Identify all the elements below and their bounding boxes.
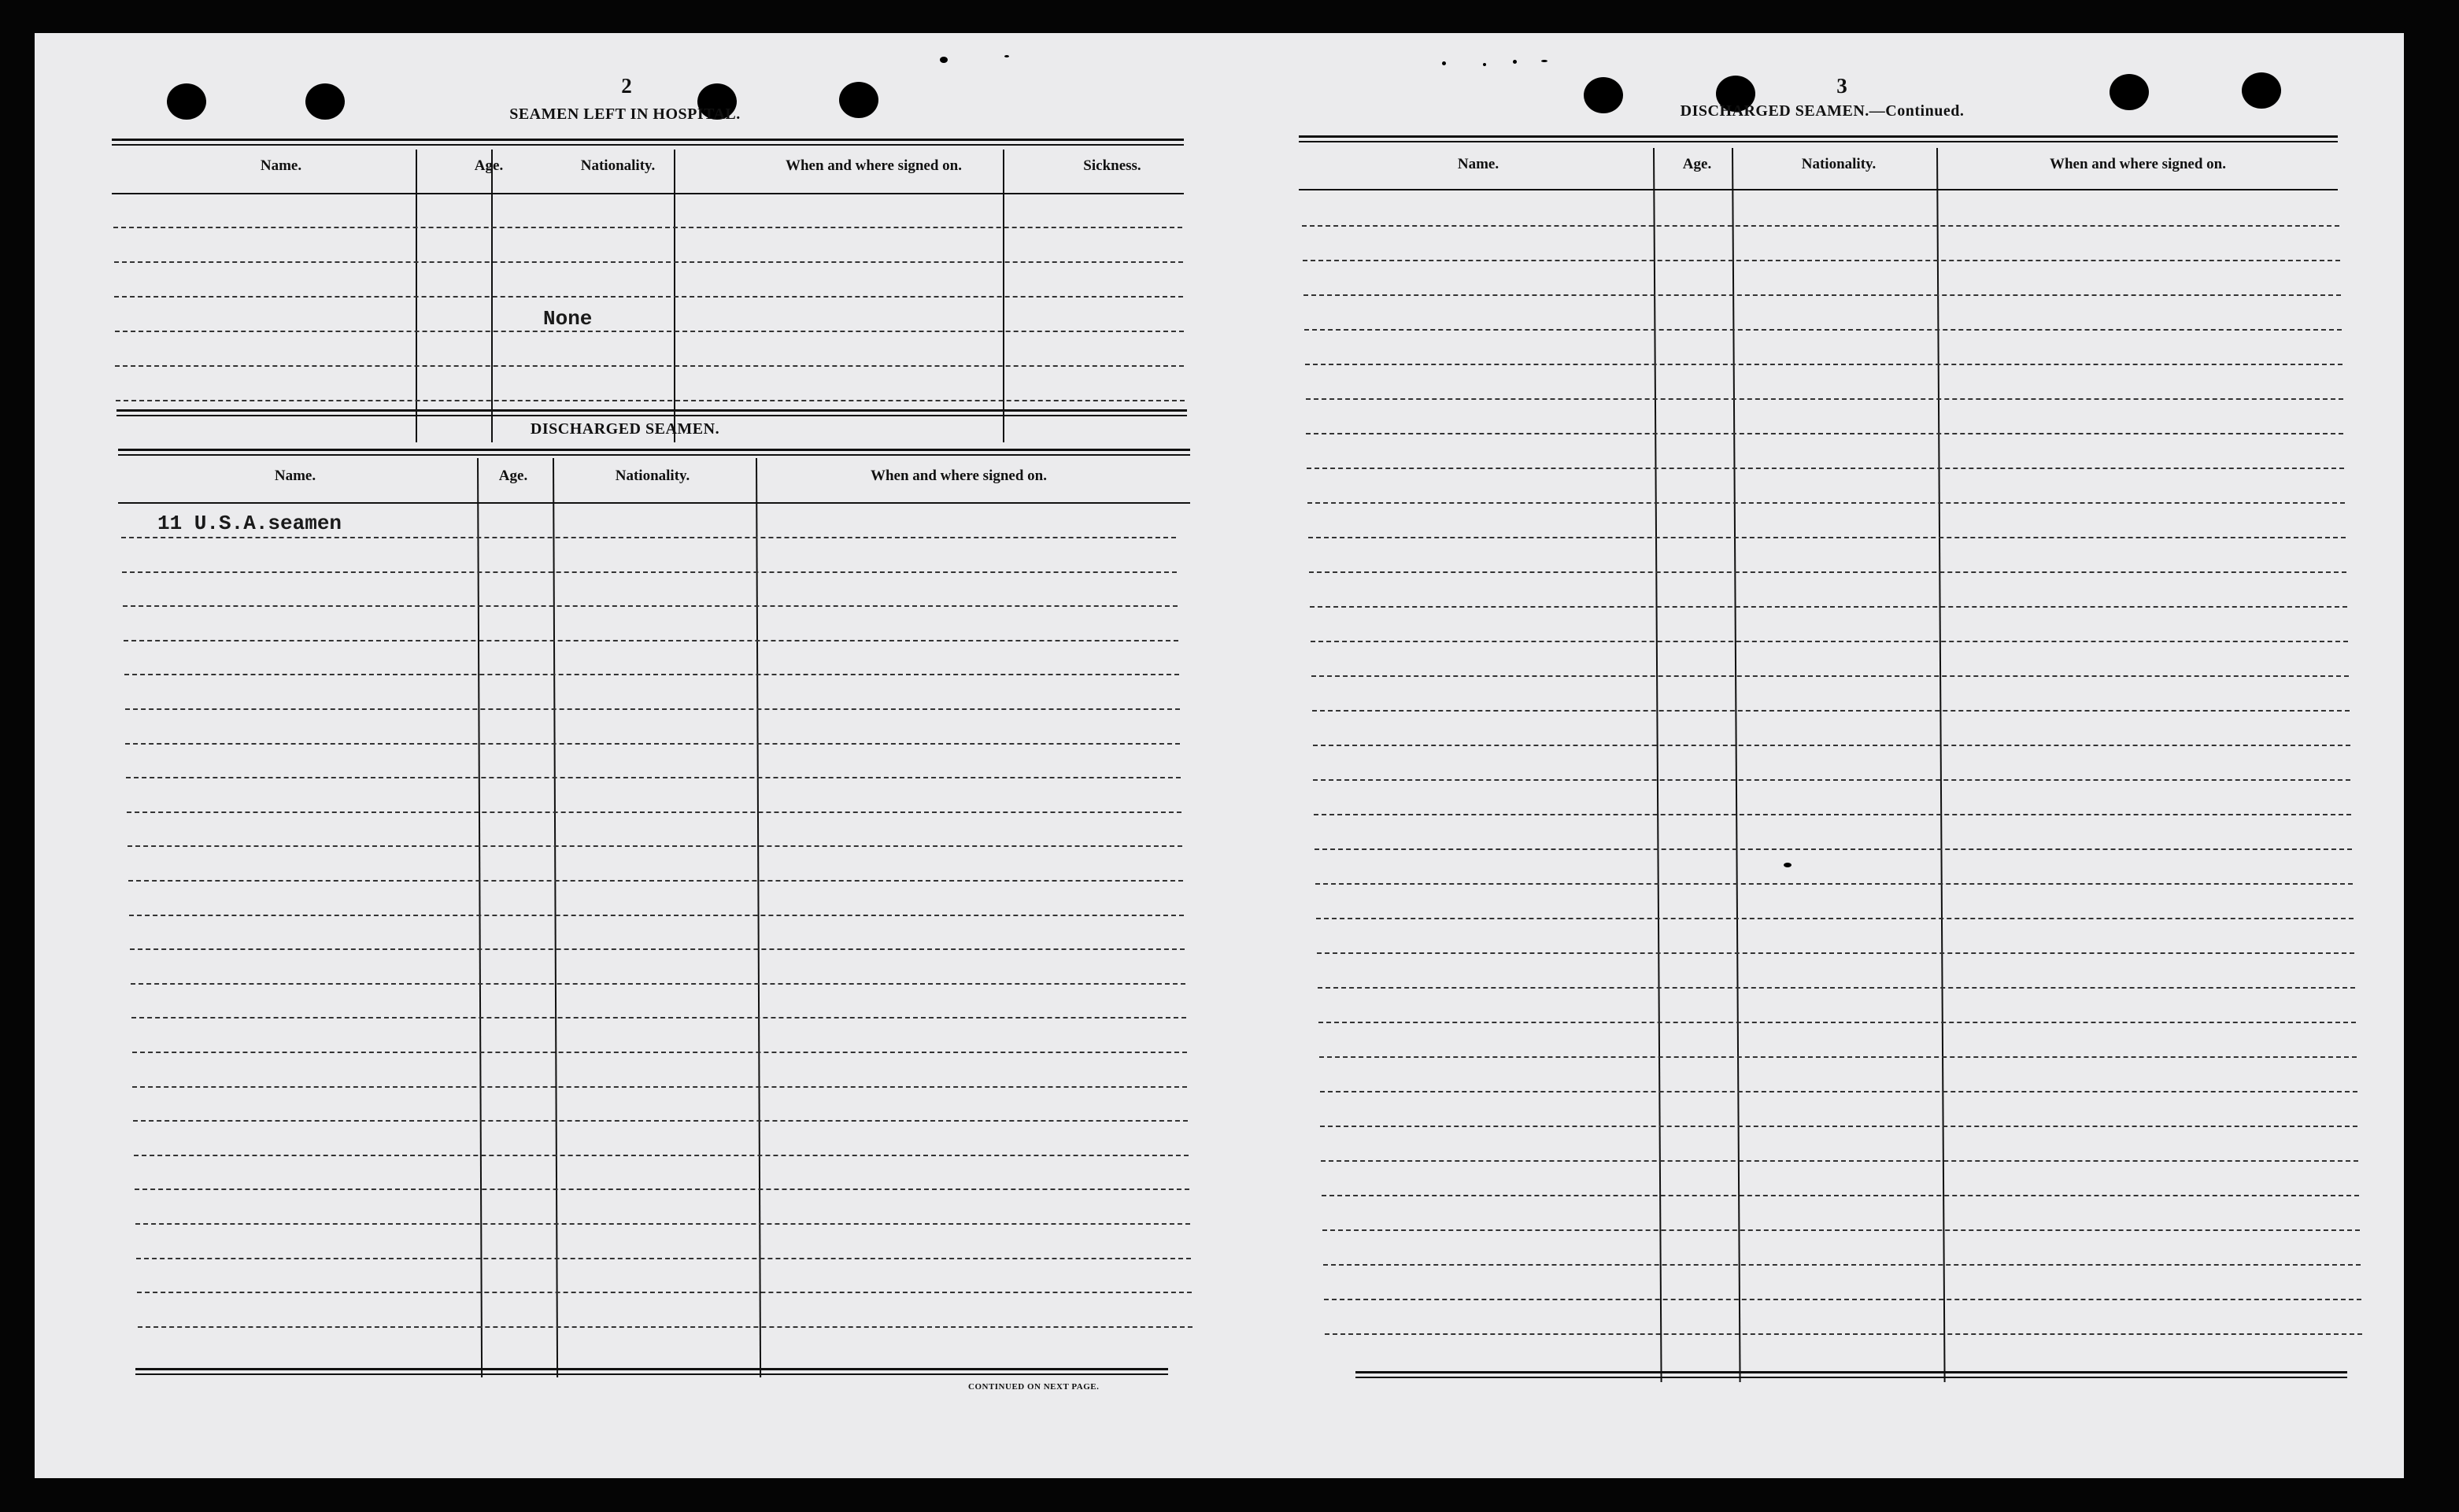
ruled-line xyxy=(125,708,1180,710)
table-top-rule xyxy=(118,449,1190,456)
col-header-age: Age. xyxy=(1682,156,1712,172)
ruled-line xyxy=(1318,987,2355,989)
ruled-line xyxy=(1320,1091,2357,1092)
ruled-line xyxy=(134,1155,1189,1156)
table-top-rule xyxy=(1299,135,2338,142)
ruled-line xyxy=(1306,398,2343,400)
ruled-line xyxy=(128,845,1182,847)
col-header-signed-on: When and where signed on. xyxy=(870,468,1047,484)
ruled-line xyxy=(1322,1229,2360,1231)
ruled-line xyxy=(132,1052,1187,1053)
ruled-line xyxy=(1319,1056,2357,1058)
ruled-line xyxy=(1302,225,2339,227)
ruled-line xyxy=(1315,848,2352,850)
ruled-line xyxy=(129,915,1184,916)
speck xyxy=(1541,60,1548,62)
header-underline xyxy=(1299,189,2338,190)
ruled-line xyxy=(138,1326,1193,1328)
col-header-nationality: Nationality. xyxy=(580,157,656,174)
hospital-entry: None xyxy=(543,307,593,331)
ruled-line xyxy=(1324,1299,2361,1300)
ruled-line xyxy=(121,537,1176,538)
ruled-line xyxy=(1303,260,2340,261)
ruled-line xyxy=(1318,1022,2356,1023)
speck xyxy=(1442,61,1446,65)
header-underline xyxy=(112,193,1184,194)
speck xyxy=(1483,63,1486,66)
column-divider xyxy=(553,458,558,1377)
discharged-section-title: DISCHARGED SEAMEN. xyxy=(530,420,720,438)
ruled-line xyxy=(133,1120,1188,1122)
page-number: 3 xyxy=(1836,74,1847,98)
ruled-line xyxy=(124,674,1179,675)
table-top-rule xyxy=(112,139,1184,146)
ruled-line xyxy=(125,743,1180,745)
speck xyxy=(1784,863,1792,867)
ruled-line xyxy=(137,1292,1192,1293)
ruled-line xyxy=(115,365,1184,367)
col-header-name: Name. xyxy=(260,157,302,174)
ruled-line xyxy=(1307,468,2344,469)
right-page xyxy=(1263,33,2404,1478)
ruled-line xyxy=(1311,641,2348,642)
ruled-line xyxy=(1321,1160,2358,1162)
ruled-line xyxy=(130,948,1185,950)
ruled-line xyxy=(113,227,1182,228)
ruled-line xyxy=(1305,364,2343,365)
col-header-name: Name. xyxy=(274,468,316,484)
ruled-line xyxy=(135,1189,1189,1190)
header-underline xyxy=(118,502,1190,504)
continued-footnote: CONTINUED ON NEXT PAGE. xyxy=(968,1382,1100,1392)
ruled-line xyxy=(1315,883,2353,885)
ruled-line xyxy=(131,983,1185,985)
ruled-line xyxy=(1314,814,2351,815)
ruled-line xyxy=(1310,606,2347,608)
column-divider xyxy=(1936,148,1946,1382)
speck xyxy=(1513,60,1517,64)
ruled-line xyxy=(123,605,1178,607)
ruled-line xyxy=(1316,918,2354,919)
col-header-sickness: Sickness. xyxy=(1083,157,1141,174)
column-divider xyxy=(756,458,761,1377)
ruled-line xyxy=(128,880,1183,882)
ruled-line xyxy=(1303,294,2341,296)
column-divider xyxy=(477,458,483,1377)
ruled-line xyxy=(1308,537,2346,538)
col-header-signed-on: When and where signed on. xyxy=(785,157,962,174)
table-bottom-rule xyxy=(135,1368,1168,1375)
col-header-age: Age. xyxy=(474,157,504,174)
ruled-line xyxy=(127,811,1181,813)
ruled-line xyxy=(115,331,1184,332)
ruled-line xyxy=(1320,1126,2357,1127)
page-number: 2 xyxy=(621,74,632,98)
hospital-section-title: SEAMEN LEFT IN HOSPITAL. xyxy=(509,105,741,123)
ruled-line xyxy=(124,640,1178,641)
ruled-line xyxy=(131,1017,1186,1018)
ruled-line xyxy=(136,1258,1191,1259)
ruled-line xyxy=(126,777,1181,778)
col-header-signed-on: When and where signed on. xyxy=(2049,156,2226,172)
col-header-nationality: Nationality. xyxy=(615,468,690,484)
ruled-line xyxy=(135,1223,1190,1225)
ruled-line xyxy=(116,400,1185,401)
column-divider xyxy=(1732,148,1741,1382)
ruled-line xyxy=(114,261,1183,263)
col-header-age: Age. xyxy=(498,468,528,484)
ruled-line xyxy=(1304,329,2342,331)
discharged-entry: 11 U.S.A.seamen xyxy=(157,512,342,535)
table-bottom-rule xyxy=(1355,1371,2347,1378)
document-sheet xyxy=(35,33,2404,1478)
ruled-line xyxy=(1312,710,2350,712)
ruled-line xyxy=(1313,779,2350,781)
col-header-name: Name. xyxy=(1457,156,1499,172)
ruled-line xyxy=(114,296,1183,298)
column-divider xyxy=(1653,148,1662,1382)
discharged-continued-title: DISCHARGED SEAMEN.—Continued. xyxy=(1680,102,1965,120)
left-page xyxy=(35,33,1200,1478)
speck xyxy=(1004,55,1009,57)
ruled-line xyxy=(1306,433,2343,434)
ruled-line xyxy=(1313,745,2350,746)
speck xyxy=(940,57,948,63)
ruled-line xyxy=(1317,952,2354,954)
ruled-line xyxy=(122,571,1177,573)
col-header-nationality: Nationality. xyxy=(1801,156,1877,172)
ruled-line xyxy=(132,1086,1187,1088)
ruled-line xyxy=(1311,675,2349,677)
ruled-line xyxy=(1307,502,2345,504)
ruled-line xyxy=(1309,571,2346,573)
ruled-line xyxy=(1322,1195,2359,1196)
ruled-line xyxy=(1325,1333,2362,1335)
ruled-line xyxy=(1323,1264,2361,1266)
section-rule xyxy=(116,409,1187,416)
